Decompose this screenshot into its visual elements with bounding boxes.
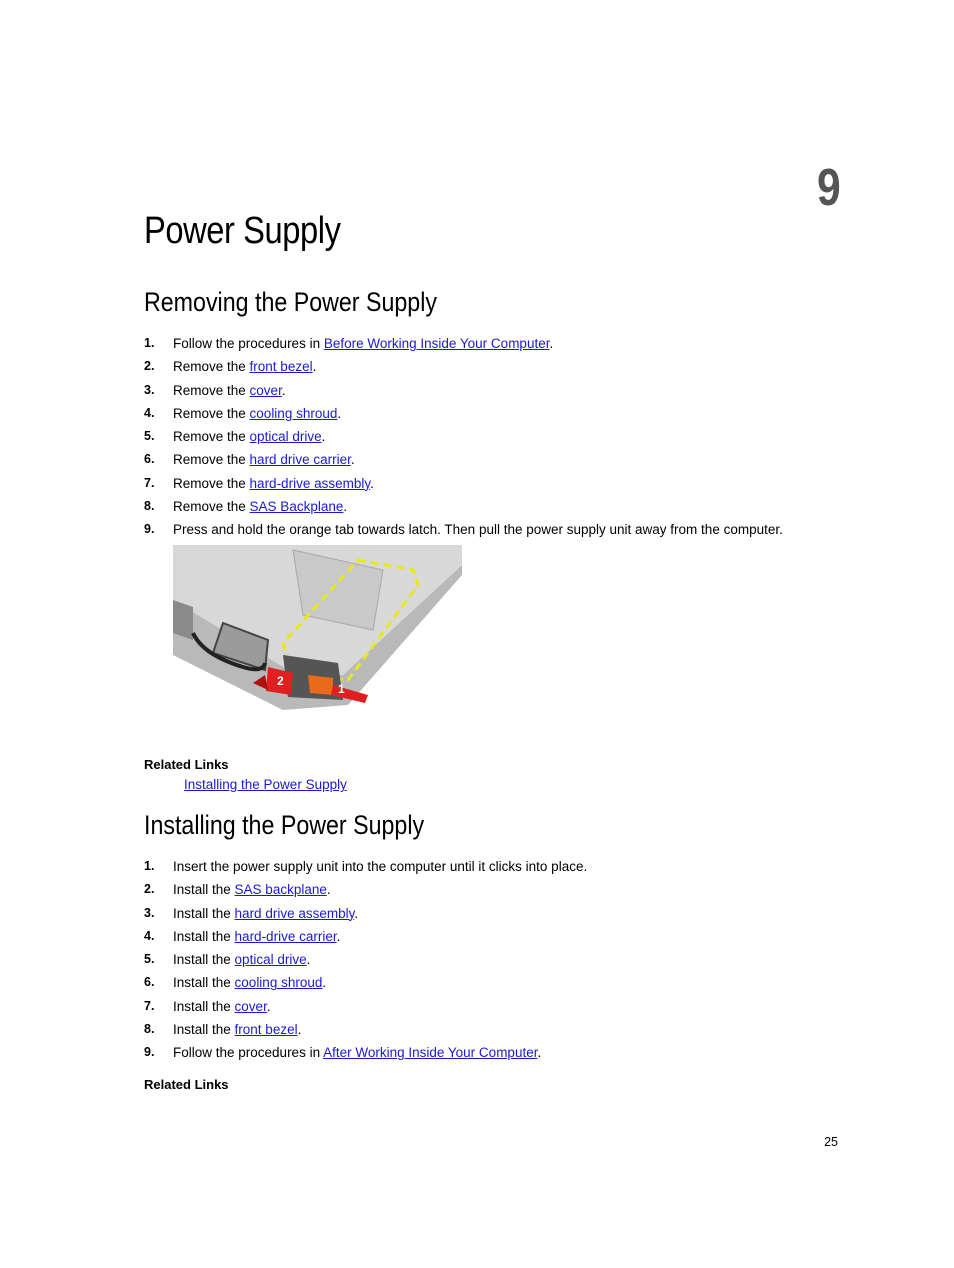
step-link[interactable]: hard-drive carrier bbox=[234, 928, 337, 944]
step-number: 3. bbox=[144, 382, 155, 397]
step-text bbox=[173, 878, 331, 901]
step-text bbox=[173, 855, 587, 878]
step-link[interactable]: cooling shroud bbox=[249, 405, 338, 421]
step-text bbox=[173, 495, 347, 518]
step-text-post: . bbox=[350, 452, 355, 468]
step-text bbox=[173, 925, 340, 948]
installing-power-supply-link[interactable]: Installing the Power Supply bbox=[184, 777, 347, 792]
step-text-pre: Remove the bbox=[173, 382, 250, 398]
step-text-pre: Install the bbox=[173, 905, 235, 921]
step-text bbox=[173, 948, 310, 971]
step-text-post: . bbox=[343, 499, 348, 515]
related-links-label: Related Links bbox=[144, 757, 229, 772]
step-link[interactable]: hard drive assembly bbox=[234, 905, 355, 921]
callout-2: 2 bbox=[277, 674, 284, 688]
step-text bbox=[173, 1018, 301, 1041]
step-text-pre: Remove the bbox=[173, 405, 250, 421]
step-text-post: . bbox=[370, 475, 374, 491]
step-number: 9. bbox=[144, 1045, 155, 1060]
step-text-post: . bbox=[297, 1022, 302, 1038]
step-text-pre: Follow the procedures in bbox=[173, 336, 324, 351]
step-number: 3. bbox=[144, 905, 155, 920]
step-text-pre: Insert the power supply unit into the computer until it clicks into place. bbox=[173, 859, 588, 874]
callout-1: 1 bbox=[338, 682, 345, 696]
step-link[interactable]: hard-drive assembly bbox=[249, 475, 371, 491]
step-number: 8. bbox=[144, 499, 155, 514]
step-text bbox=[173, 902, 358, 925]
page-number: 25 bbox=[824, 1135, 838, 1149]
step-number: 6. bbox=[144, 452, 155, 467]
step-number: 1. bbox=[144, 859, 155, 873]
step-text bbox=[173, 402, 341, 425]
step-text-pre: Remove the bbox=[173, 499, 250, 515]
step-text-post: . bbox=[266, 998, 271, 1014]
power-supply-removal-figure bbox=[173, 545, 462, 736]
step-text bbox=[173, 355, 316, 378]
step-text-pre: Install the bbox=[173, 952, 235, 968]
step-number: 7. bbox=[144, 475, 155, 490]
step-text bbox=[173, 472, 374, 495]
step-number: 4. bbox=[144, 405, 155, 420]
step-text-pre: Remove the bbox=[173, 452, 250, 468]
step-number: 9. bbox=[144, 522, 155, 537]
step-text bbox=[173, 518, 783, 541]
step-number: 8. bbox=[144, 1022, 155, 1037]
step-text-post: . bbox=[537, 1045, 542, 1061]
step-text-post: . bbox=[336, 928, 341, 944]
step-link[interactable]: Before Working Inside Your Computer bbox=[323, 336, 550, 351]
step-text-pre: Install the bbox=[173, 1022, 235, 1038]
step-link[interactable]: SAS Backplane bbox=[249, 499, 344, 515]
step-text bbox=[173, 448, 355, 471]
step-number: 2. bbox=[144, 359, 155, 374]
step-text-pre: Install the bbox=[173, 928, 235, 944]
step-link[interactable]: cooling shroud bbox=[234, 975, 323, 991]
step-text-pre: Install the bbox=[173, 975, 235, 991]
step-number: 7. bbox=[144, 998, 155, 1013]
removing-heading: Removing the Power Supply bbox=[144, 287, 437, 317]
step-text-post: . bbox=[281, 382, 286, 398]
installing-heading: Installing the Power Supply bbox=[144, 810, 425, 840]
step-text-post: . bbox=[549, 336, 554, 351]
step-text bbox=[173, 332, 553, 355]
step-text-pre: Press and hold the orange tab towards latch. Then pull the power supply unit away from the computer. bbox=[173, 522, 783, 538]
step-text bbox=[173, 379, 286, 402]
step-text-pre: Remove the bbox=[173, 429, 250, 445]
step-text-post: . bbox=[337, 405, 342, 421]
step-number: 1. bbox=[144, 336, 155, 350]
step-text-post: . bbox=[326, 882, 331, 898]
step-text-post: . bbox=[354, 905, 359, 921]
step-text-pre: Follow the procedures in bbox=[173, 1045, 324, 1061]
step-link[interactable]: After Working Inside Your Computer bbox=[323, 1045, 538, 1061]
step-link[interactable]: front bezel bbox=[249, 359, 313, 375]
step-link[interactable]: cover bbox=[234, 998, 267, 1014]
step-text-post: . bbox=[306, 952, 311, 968]
step-link[interactable]: optical drive bbox=[249, 429, 322, 445]
step-text-pre: Remove the bbox=[173, 475, 250, 491]
step-text-post: . bbox=[322, 975, 327, 991]
step-number: 6. bbox=[144, 975, 155, 990]
step-text bbox=[173, 995, 271, 1018]
step-text-post: . bbox=[321, 429, 326, 445]
step-text-post: . bbox=[312, 359, 317, 375]
step-text bbox=[173, 971, 326, 994]
related-links-label-2: Related Links bbox=[144, 1077, 229, 1092]
step-text-pre: Remove the bbox=[173, 359, 250, 375]
step-link[interactable]: hard drive carrier bbox=[249, 452, 351, 468]
step-link[interactable]: SAS backplane bbox=[234, 882, 327, 898]
chapter-number: 9 bbox=[817, 159, 840, 217]
step-number: 2. bbox=[144, 882, 155, 897]
step-number: 5. bbox=[144, 952, 155, 967]
step-number: 5. bbox=[144, 429, 155, 444]
step-link[interactable]: optical drive bbox=[234, 952, 307, 968]
step-text bbox=[173, 1041, 541, 1064]
step-text-pre: Install the bbox=[173, 882, 235, 898]
step-text-pre: Install the bbox=[173, 998, 235, 1014]
step-link[interactable]: cover bbox=[249, 382, 282, 398]
step-link[interactable]: front bezel bbox=[234, 1022, 298, 1038]
chapter-title: Power Supply bbox=[144, 210, 341, 252]
step-text bbox=[173, 425, 325, 448]
step-number: 4. bbox=[144, 928, 155, 943]
